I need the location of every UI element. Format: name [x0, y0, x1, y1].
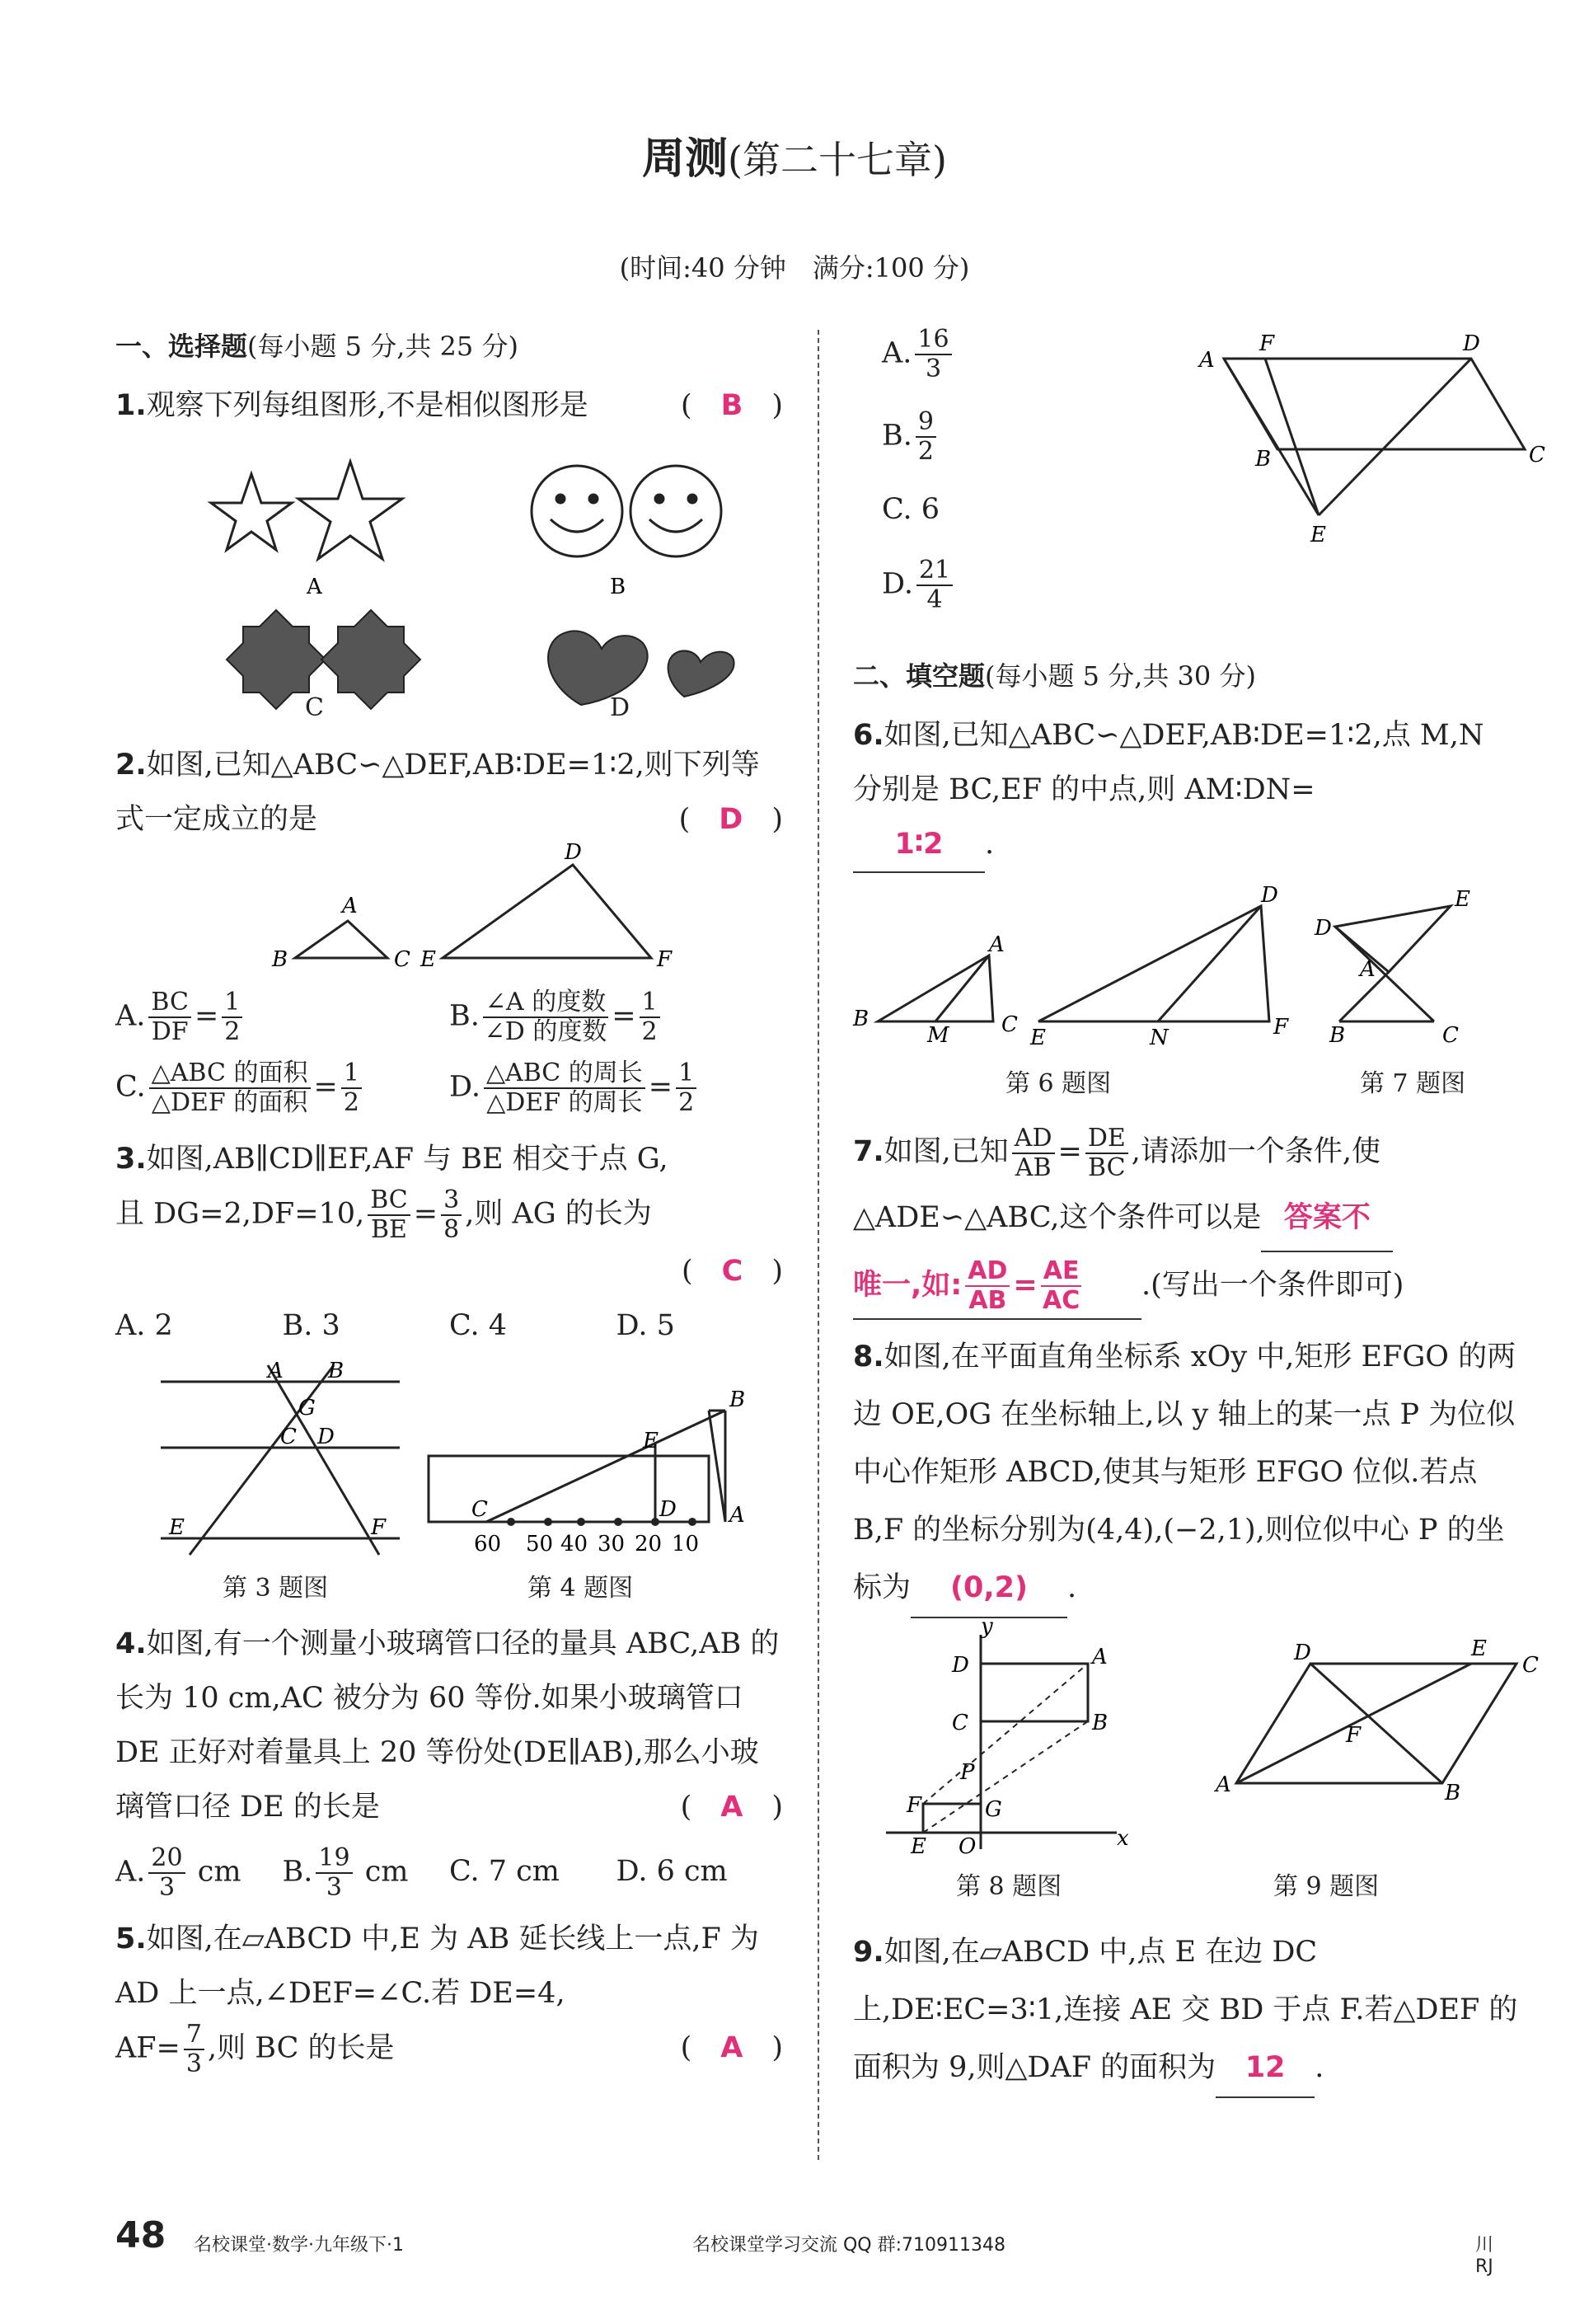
q2-text: 如图,已知△ABC∽△DEF,AB∶DE=1∶2,则下列等式一定成立的是 [115, 749, 760, 836]
q1-smiley-1 [532, 466, 622, 556]
svg-text:E: E [911, 1834, 926, 1859]
q5-option-c: C. 6 [882, 493, 940, 526]
svg-text:D: D [1315, 916, 1332, 941]
svg-text:G: G [298, 1396, 316, 1420]
q3-option-c: C. 4 [449, 1309, 508, 1342]
svg-text:A: A [1199, 348, 1215, 373]
svg-text:M: M [927, 1023, 949, 1048]
q4-answer-paren: ( A ) [680, 1791, 783, 1824]
title-main: 周测 [642, 134, 729, 184]
q1-heart-small [668, 650, 734, 697]
q2-answer-paren: ( D ) [678, 803, 783, 836]
figure-q2 [115, 840, 775, 987]
q5-option-d: D. $\frac{21}{4}$ [882, 556, 956, 614]
question-9: 9.如图,在▱ABCD 中,点 E 在边 DC 上,DE∶EC=3∶1,连接 AE 交 BD 于点 F.若△DEF 的面积为 9,则△DAF 的面积为 12 . [853, 1923, 1521, 2098]
svg-text:F: F [1346, 1723, 1362, 1748]
q4-options [115, 1844, 783, 1902]
q1-label-c: C [305, 693, 324, 722]
page-footer [115, 2214, 1516, 2277]
left-column [115, 326, 783, 2078]
q1-star-large [298, 462, 402, 559]
q7-triangle-ade [1335, 906, 1451, 972]
footer-qq: 名校课堂学习交流 QQ 群:710911348 [692, 2235, 1006, 2256]
svg-text:F: F [1259, 331, 1275, 356]
svg-text:B: B [1255, 447, 1272, 472]
q4-option-a: A. $\frac{20}{3}$ cm [115, 1843, 241, 1902]
q1-smiley-2 [630, 466, 721, 556]
svg-text:C: C [394, 947, 410, 972]
svg-text:A: A [729, 1503, 745, 1528]
q1-text: 观察下列每组图形,不是相似图形是 [146, 389, 588, 422]
svg-text:E: E [1030, 1026, 1046, 1050]
fig4-tick-50: 50 [526, 1532, 554, 1556]
q2-option-b: B. $\frac{\text{∠A 的度数}}{\text{∠D 的度数}}$ = $\frac{1}{2}$ [449, 988, 783, 1046]
svg-text:B: B [853, 1007, 869, 1031]
fig3-caption: 第 3 题图 [223, 1574, 329, 1603]
fig6-caption: 第 6 题图 [1005, 1069, 1112, 1098]
figures-q3-q4 [115, 1353, 775, 1567]
q2-options-row1 [115, 988, 783, 1046]
fig7-caption: 第 7 题图 [1360, 1069, 1466, 1098]
fig4-tick-10: 10 [672, 1532, 700, 1556]
q9-answer: 12 [1216, 2039, 1315, 2098]
q3-num: 3. [115, 1143, 147, 1176]
column-divider [818, 330, 819, 2160]
svg-text:x: x [1117, 1826, 1129, 1851]
svg-text:A: A [268, 1359, 284, 1383]
svg-text:B: B [729, 1387, 746, 1412]
q2-options-row2 [115, 1059, 783, 1117]
svg-text:E: E [420, 947, 436, 972]
q9-num: 9. [853, 1936, 884, 1969]
svg-text:A: A [342, 894, 358, 918]
q5-answer-paren: ( A ) [680, 2031, 783, 2064]
q7-num: 7. [853, 1135, 884, 1168]
q1-label-d: D [610, 693, 630, 722]
svg-text:D: D [659, 1497, 677, 1522]
q5-text2a: AF= [115, 2031, 180, 2065]
svg-text:C: C [1529, 443, 1545, 467]
q5-answer: A [720, 2031, 743, 2064]
svg-text:G: G [985, 1797, 1002, 1822]
svg-text:F: F [371, 1515, 387, 1540]
svg-text:D: D [565, 840, 582, 865]
q2-answer: D [719, 803, 743, 836]
q4-text: 如图,有一个测量小玻璃管口径的量具 ABC,AB 的长为 10 cm,AC 被分为 60 等份.如果小玻璃管口 DE 正好对着量具上 20 等份处(DE∥AB),那么小玻璃管口径 DE 的长是 [115, 1627, 780, 1824]
q1-star-small [211, 474, 292, 550]
svg-text:F: F [1273, 1015, 1289, 1040]
figures-q8-q9 [853, 1614, 1539, 1866]
q8-answer: (0,2) [911, 1559, 1067, 1618]
fig8-caption: 第 8 题图 [956, 1872, 1062, 1901]
footer-book: 名校课堂·数学·九年级下·1 [194, 2235, 404, 2256]
q3-answer: C [721, 1255, 743, 1288]
svg-text:B: B [328, 1359, 345, 1383]
q4-num: 4. [115, 1627, 147, 1660]
q8-num: 8. [853, 1340, 884, 1373]
time-info: (时间:40 分钟 满分:100 分) [619, 252, 970, 284]
q3-option-d: D. 5 [616, 1309, 675, 1342]
q2-option-c: C. $\frac{\text{△ABC 的面积}}{\text{△DEF 的面积}}$ = $\frac{1}{2}$ [115, 1059, 449, 1117]
q7-answer-part1: 答案不 [1261, 1185, 1393, 1252]
q6-triangle-abc [878, 955, 993, 1021]
q2-option-a: A. $\frac{BC}{DF}$ = $\frac{1}{2}$ [115, 988, 449, 1046]
svg-text:C: C [1522, 1653, 1539, 1678]
svg-text:C: C [1442, 1023, 1459, 1048]
q3-text1: 如图,AB∥CD∥EF,AF 与 BE 相交于点 G, [146, 1143, 668, 1176]
question-3: 3.如图,AB∥CD∥EF,AF 与 BE 相交于点 G, 且 DG=2,DF=10, $\frac{BC}{BE}$ = $\frac{3}{8}$ ,则 AG 的长为 ( C ) [115, 1132, 783, 1298]
q5-text2b: ,则 BC 的长是 [207, 2031, 395, 2065]
q6-num: 6. [853, 719, 884, 752]
fig4-caption: 第 4 题图 [527, 1574, 634, 1603]
svg-text:E: E [1471, 1636, 1487, 1661]
q6-text: 如图,已知△ABC∽△DEF,AB∶DE=1∶2,点 M,N 分别是 BC,EF 的中点,则 AM∶DN= [853, 719, 1484, 806]
q1-num: 1. [115, 389, 147, 422]
q1-label-b: B [610, 575, 626, 599]
q1-answer: B [720, 389, 743, 422]
q6-q7-captions [853, 1063, 1521, 1104]
svg-text:A: A [1092, 1645, 1108, 1669]
section2-label: 二、填空题 [853, 660, 986, 692]
svg-text:O: O [959, 1834, 977, 1859]
q1-answer-paren: ( B ) [681, 389, 783, 422]
q3-options [115, 1298, 783, 1353]
svg-text:C: C [1001, 1012, 1018, 1037]
q8-text: 如图,在平面直角坐标系 xOy 中,矩形 EFGO 的两边 OE,OG 在坐标轴上,以 y 轴上的某一点 P 为位似中心作矩形 ABCD,使其与矩形 EFGO 位似.若点 B,F 的坐标分别为(4,4),(−2,1),则位似中心 P 的坐标为 [853, 1340, 1516, 1604]
q5-option-b: B. $\frac{9}{2}$ [882, 408, 940, 466]
q1-label-a: A [307, 575, 322, 599]
q2-triangle-def [443, 865, 651, 958]
q7-answer-part2: 唯一,如: $\frac{AD}{AB}$ = $\frac{AE}{AC}$ [853, 1252, 1141, 1320]
q5-text1: 如图,在▱ABCD 中,E 为 AB 延长线上一点,F 为 AD 上一点,∠DEF=∠C.若 DE=4, [115, 1923, 759, 2010]
question-7: 7.如图,已知 $\frac{AD}{AB}$ = $\frac{DE}{BC}$ ,请添加一个条件,使△ADE∽△ABC,这个条件可以是 答案不 唯一,如: $\frac{AD}{AB}$ = $\frac{AE}{AC}$ .(写出一个条件即可) [853, 1119, 1521, 1320]
q3-q4-captions [115, 1567, 783, 1608]
svg-text:E: E [169, 1515, 185, 1540]
q2-num: 2. [115, 749, 147, 782]
svg-text:P: P [960, 1760, 975, 1785]
svg-text:C: C [280, 1425, 297, 1449]
svg-text:A: A [1360, 957, 1376, 982]
q6-answer: 1∶2 [853, 817, 985, 873]
q4-option-b: B. $\frac{19}{3}$ cm [282, 1843, 409, 1902]
q3-option-b: B. 3 [282, 1309, 340, 1342]
fig4-tick-60: 60 [474, 1532, 502, 1556]
figures-q6-q7 [853, 873, 1521, 1063]
svg-text:B: B [1445, 1781, 1461, 1805]
svg-text:F: F [657, 947, 673, 972]
fig4-tick-20: 20 [635, 1532, 663, 1556]
svg-text:B: B [272, 947, 288, 972]
fig4-tick-30: 30 [598, 1532, 626, 1556]
footer-edition: 川 RJ [1475, 2235, 1494, 2277]
q2-triangle-abc [295, 921, 387, 958]
svg-text:C: C [471, 1497, 488, 1522]
section1-label: 一、选择题 [115, 331, 248, 362]
q5-options-and-figure [853, 325, 1545, 655]
question-6: 6.如图,已知△ABC∽△DEF,AB∶DE=1∶2,点 M,N 分别是 BC,EF 的中点,则 AM∶DN= 1∶2 . [853, 708, 1521, 873]
section2-header [853, 655, 1521, 693]
svg-text:A: A [1216, 1772, 1231, 1797]
question-2 [115, 738, 783, 847]
q9-text: 如图,在▱ABCD 中,点 E 在边 DC 上,DE∶EC=3∶1,连接 AE 交 BD 于点 F.若△DEF 的面积为 9,则△DAF 的面积为 [853, 1936, 1518, 2084]
q3-option-a: A. 2 [115, 1309, 173, 1342]
question-1 [115, 378, 783, 433]
fig9-caption: 第 9 题图 [1273, 1872, 1380, 1901]
q4-option-c: C. 7 cm [449, 1855, 560, 1888]
q6-triangle-def [1038, 906, 1269, 1021]
question-5: 5.如图,在▱ABCD 中,E 为 AB 延长线上一点,F 为 AD 上一点,∠DEF=∠C.若 DE=4, AF= $\frac{7}{3}$ ,则 BC 的长是 ( A ) [115, 1923, 783, 2078]
svg-text:D: D [1261, 883, 1278, 908]
q3-text2c: ,则 AG 的长为 [465, 1197, 652, 1231]
title-sub: (第二十七章) [728, 138, 947, 182]
svg-text:A: A [989, 932, 1005, 957]
figure-q1 [115, 433, 775, 697]
q8-q9-captions [853, 1866, 1521, 1907]
svg-text:E: E [1455, 887, 1470, 912]
q5-num: 5. [115, 1923, 147, 1955]
q5-option-a: A. $\frac{16}{3}$ [882, 326, 955, 383]
svg-text:D: D [1463, 331, 1480, 356]
q4-answer: A [720, 1791, 743, 1824]
q3-text2a: 且 DG=2,DF=10, [115, 1197, 365, 1231]
q1-labels-row2 [115, 693, 783, 726]
right-column [853, 325, 1545, 2098]
q7-text: ,请添加一个条件,使△ADE∽△ABC,这个条件可以是 [853, 1135, 1381, 1234]
section2-note: (每小题 5 分,共 30 分) [985, 660, 1256, 692]
q4-option-d: D. 6 cm [616, 1855, 728, 1888]
q2-option-d: D. $\frac{\text{△ABC 的周长}}{\text{△DEF 的周长}}$ = $\frac{1}{2}$ [449, 1059, 783, 1117]
svg-text:E: E [643, 1429, 659, 1453]
svg-text:B: B [1329, 1023, 1346, 1048]
svg-text:N: N [1150, 1026, 1169, 1050]
svg-text:E: E [1310, 523, 1326, 547]
svg-text:B: B [1092, 1711, 1109, 1735]
svg-text:y: y [981, 1614, 993, 1639]
page-number: 48 [115, 2214, 166, 2256]
section1-note: (每小题 5 分,共 25 分) [247, 331, 518, 362]
page-title [0, 124, 1589, 185]
q3-answer-paren: ( C ) [682, 1255, 783, 1288]
figure-q5 [1183, 326, 1545, 565]
svg-text:C: C [952, 1711, 968, 1735]
svg-text:D: D [952, 1653, 969, 1678]
svg-text:D: D [317, 1425, 335, 1449]
question-4 [115, 1617, 783, 1834]
q7-tail: .(写出一个条件即可) [1141, 1269, 1404, 1302]
svg-text:F: F [907, 1793, 922, 1818]
question-8: 8.如图,在平面直角坐标系 xOy 中,矩形 EFGO 的两边 OE,OG 在坐标轴上,以 y 轴上的某一点 P 为位似中心作矩形 ABCD,使其与矩形 EFGO 位似.若点 B,F 的坐标分别为(4,4),(−2,1),则位似中心 P 的坐标为 (0,2) . [853, 1328, 1521, 1618]
section1-header [115, 326, 783, 364]
svg-text:D: D [1294, 1641, 1311, 1665]
fig4-tick-40: 40 [560, 1532, 588, 1556]
